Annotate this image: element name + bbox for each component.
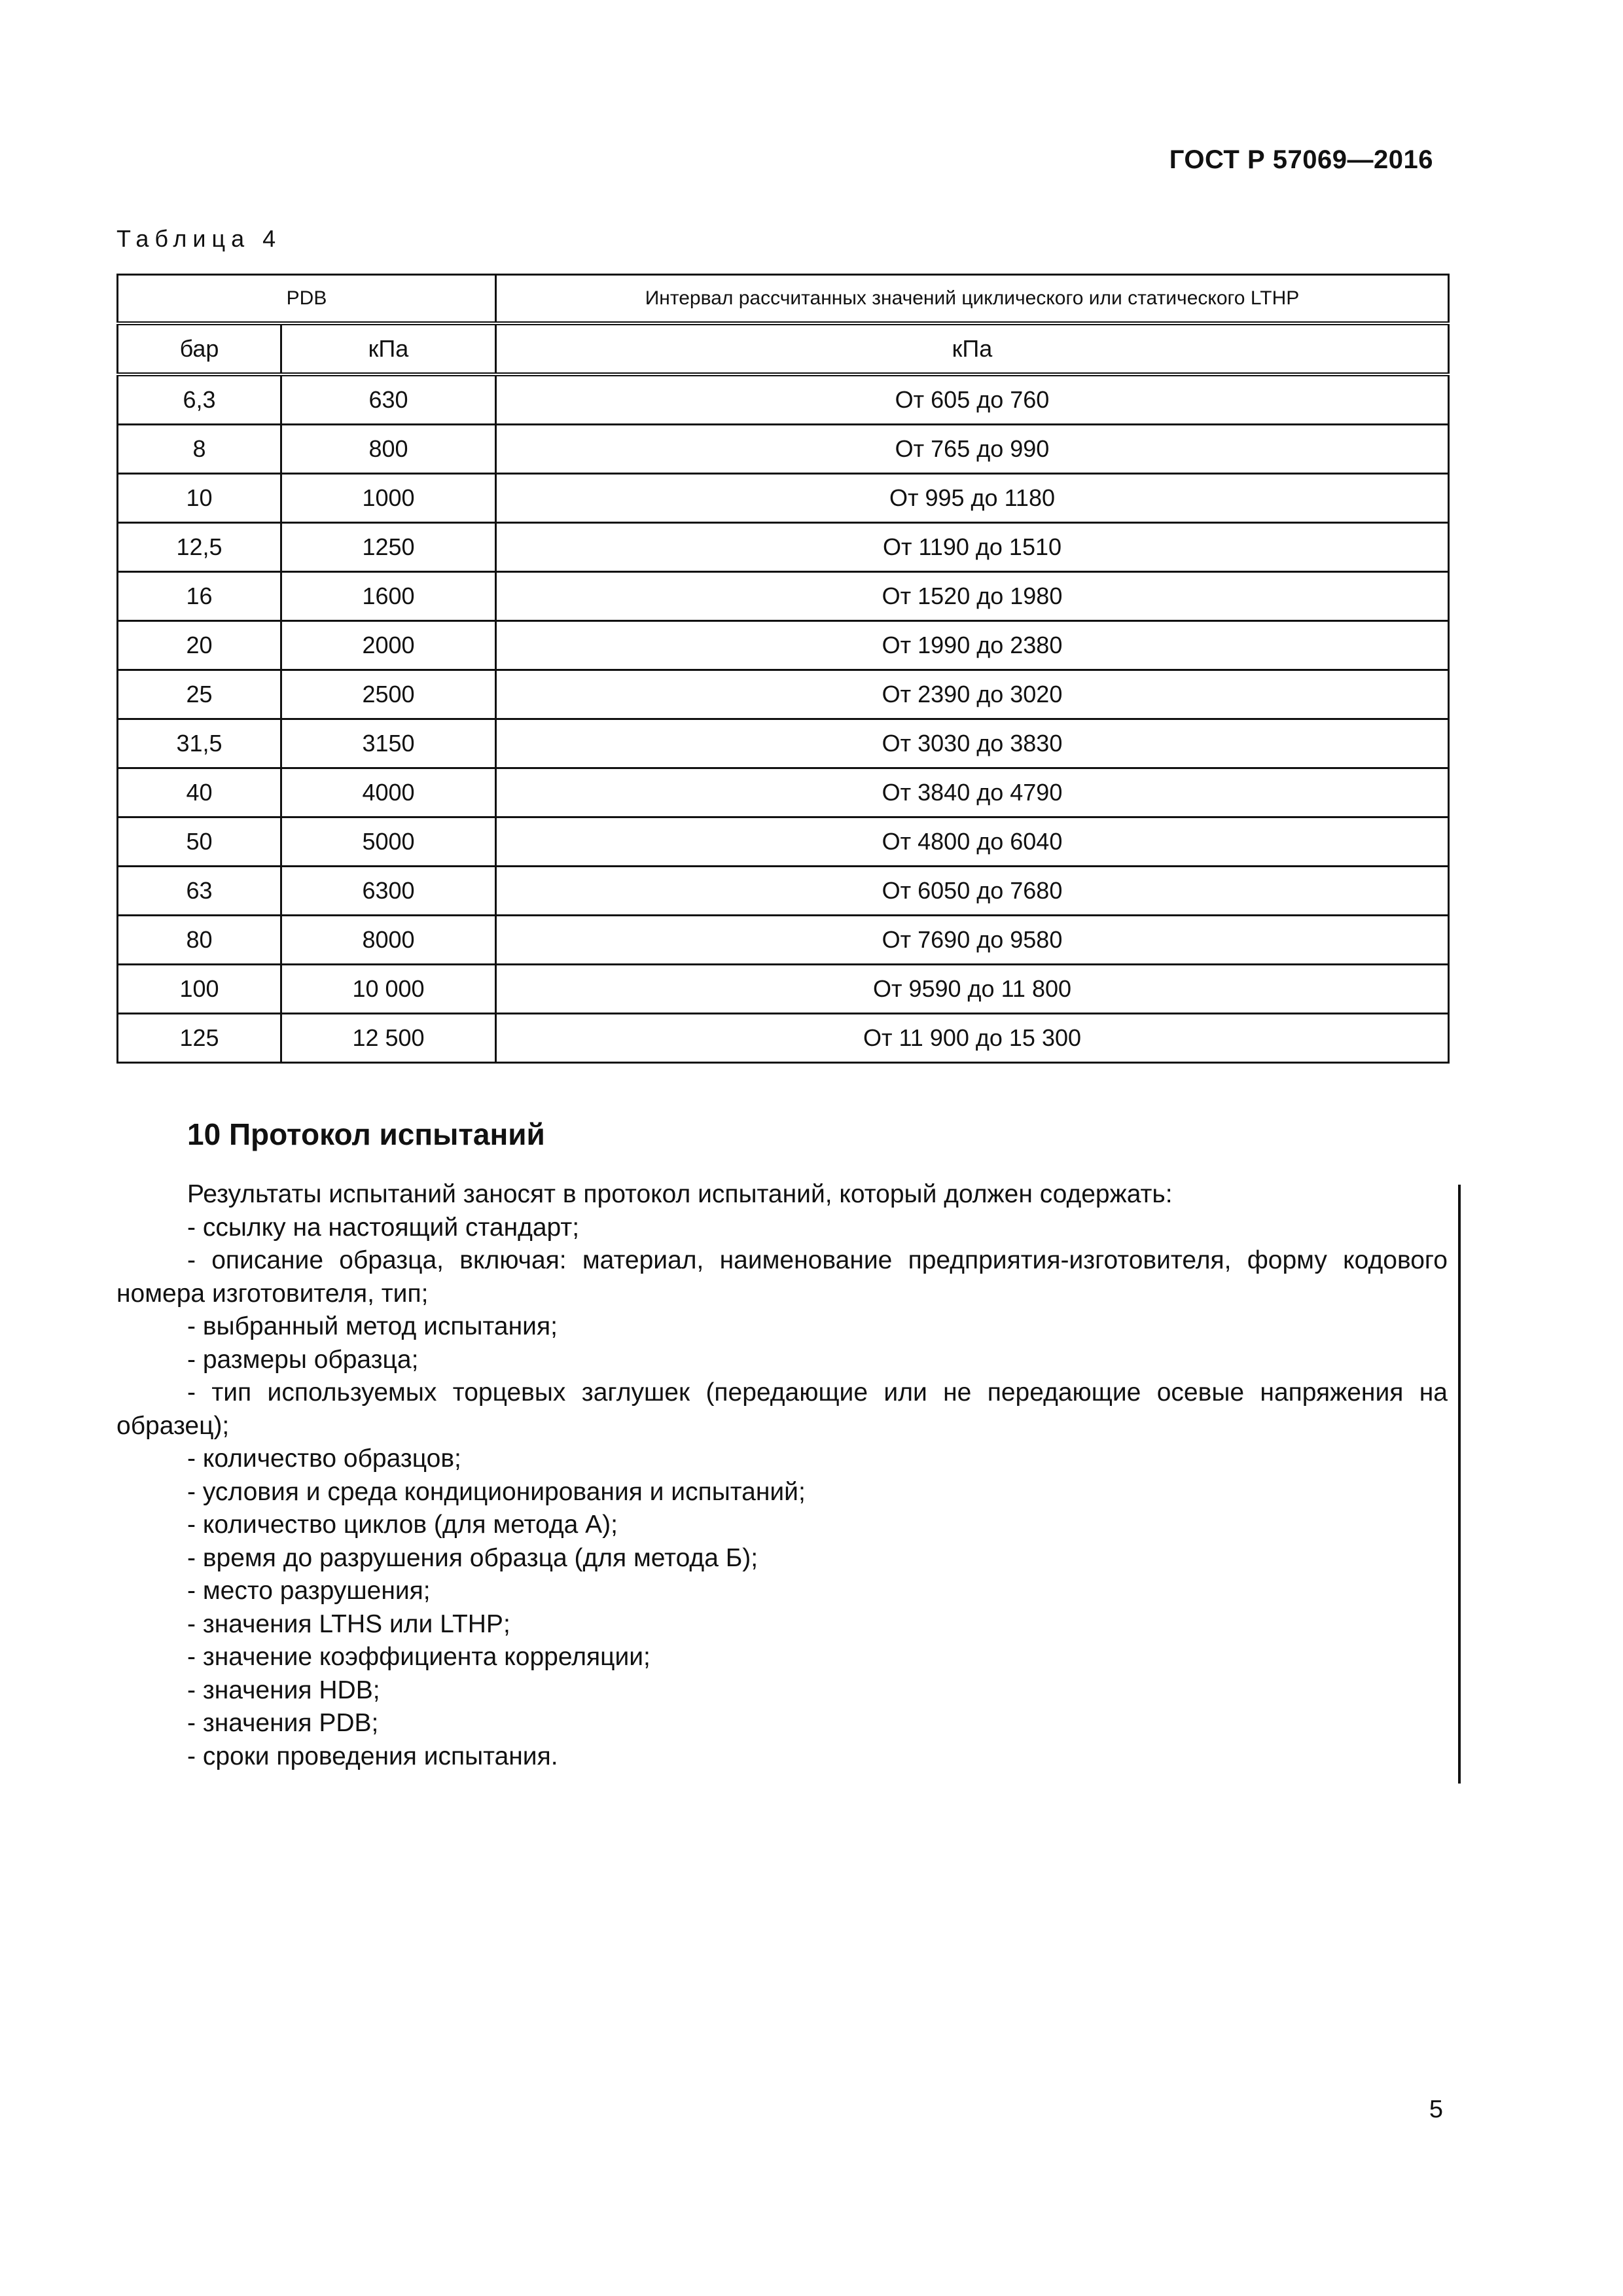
- cell-interval: От 9590 до 11 800: [496, 965, 1449, 1014]
- table-row: [118, 374, 1449, 425]
- revision-change-bar: [1458, 1185, 1461, 1784]
- table-row: [118, 817, 1449, 867]
- cell-bar: 12,5: [118, 523, 281, 572]
- cell-bar: 50: [118, 817, 281, 867]
- table-row: [118, 719, 1449, 768]
- cell-kpa: 630: [281, 374, 496, 425]
- cell-bar: 25: [118, 670, 281, 719]
- cell-kpa: 3150: [281, 719, 496, 768]
- cell-kpa: 1000: [281, 474, 496, 523]
- cell-kpa: 2500: [281, 670, 496, 719]
- list-item: - описание образца, включая: материал, наименование предприятия-изготовителя, форму кодового номера изготовителя, тип;: [116, 1246, 1448, 1308]
- pdb-table: [116, 274, 1450, 1064]
- cell-kpa: 12 500: [281, 1014, 496, 1063]
- cell-bar: 10: [118, 474, 281, 523]
- cell-bar: 40: [118, 768, 281, 817]
- cell-kpa: 1250: [281, 523, 496, 572]
- header-pdb: PDB: [118, 275, 496, 324]
- cell-interval: От 11 900 до 15 300: [496, 1014, 1449, 1063]
- cell-bar: 125: [118, 1014, 281, 1063]
- cell-kpa: 1600: [281, 572, 496, 621]
- cell-kpa: 2000: [281, 621, 496, 670]
- page-number: 5: [1429, 2096, 1443, 2123]
- cell-bar: 100: [118, 965, 281, 1014]
- cell-bar: 6,3: [118, 374, 281, 425]
- list-item: - условия и среда кондиционирования и испытаний;: [187, 1477, 806, 1506]
- cell-interval: От 2390 до 3020: [496, 670, 1449, 719]
- table-row: [118, 572, 1449, 621]
- table-units-row: [118, 323, 1449, 374]
- cell-bar: 16: [118, 572, 281, 621]
- table-row: [118, 1014, 1449, 1063]
- cell-interval: От 1190 до 1510: [496, 523, 1449, 572]
- header-interval: Интервал рассчитанных значений циклического или статического LTHP: [496, 275, 1449, 324]
- list-item: - ссылку на настоящий стандарт;: [187, 1213, 580, 1242]
- cell-interval: От 995 до 1180: [496, 474, 1449, 523]
- table-row: [118, 474, 1449, 523]
- table-caption: Таблица 4: [116, 225, 282, 252]
- table-row: [118, 965, 1449, 1014]
- table-row: [118, 867, 1449, 916]
- table-header-row: [118, 275, 1449, 324]
- table-row: [118, 523, 1449, 572]
- cell-bar: 20: [118, 621, 281, 670]
- cell-kpa: 8000: [281, 916, 496, 965]
- section-body: [116, 1178, 1448, 1773]
- unit-bar: бар: [118, 323, 281, 374]
- list-item: - тип используемых торцевых заглушек (передающие или не передающие осевые напряжения на образец);: [116, 1378, 1448, 1440]
- table-row: [118, 670, 1449, 719]
- cell-interval: От 605 до 760: [496, 374, 1449, 425]
- list-item: - выбранный метод испытания;: [187, 1312, 558, 1340]
- cell-interval: От 1990 до 2380: [496, 621, 1449, 670]
- cell-interval: От 3030 до 3830: [496, 719, 1449, 768]
- cell-interval: От 7690 до 9580: [496, 916, 1449, 965]
- cell-bar: 31,5: [118, 719, 281, 768]
- table-row: [118, 425, 1449, 474]
- cell-kpa: 5000: [281, 817, 496, 867]
- cell-bar: 63: [118, 867, 281, 916]
- cell-kpa: 10 000: [281, 965, 496, 1014]
- cell-kpa: 800: [281, 425, 496, 474]
- cell-bar: 8: [118, 425, 281, 474]
- table-row: [118, 768, 1449, 817]
- section-intro: Результаты испытаний заносят в протокол испытаний, который должен содержать:: [187, 1180, 1173, 1208]
- unit-kpa: кПа: [281, 323, 496, 374]
- cell-kpa: 4000: [281, 768, 496, 817]
- list-item: - размеры образца;: [187, 1345, 419, 1374]
- list-item: - значения HDB;: [187, 1676, 380, 1704]
- list-item: - количество образцов;: [187, 1444, 461, 1473]
- cell-interval: От 765 до 990: [496, 425, 1449, 474]
- list-item: - значение коэффициента корреляции;: [187, 1643, 651, 1671]
- list-item: - сроки проведения испытания.: [187, 1742, 558, 1770]
- cell-bar: 80: [118, 916, 281, 965]
- section-title: 10 Протокол испытаний: [187, 1117, 545, 1151]
- table-row: [118, 621, 1449, 670]
- unit-interval-kpa: кПа: [496, 323, 1449, 374]
- list-item: - значения LTHS или LTHP;: [187, 1609, 510, 1638]
- list-item: - значения PDB;: [187, 1709, 379, 1737]
- list-item: - количество циклов (для метода А);: [187, 1511, 618, 1539]
- list-item: - время до разрушения образца (для метода Б);: [187, 1543, 758, 1572]
- cell-interval: От 6050 до 7680: [496, 867, 1449, 916]
- document-id: ГОСТ Р 57069—2016: [1169, 145, 1433, 174]
- cell-interval: От 3840 до 4790: [496, 768, 1449, 817]
- cell-interval: От 1520 до 1980: [496, 572, 1449, 621]
- list-item: - место разрушения;: [187, 1577, 431, 1605]
- cell-kpa: 6300: [281, 867, 496, 916]
- cell-interval: От 4800 до 6040: [496, 817, 1449, 867]
- table-row: [118, 916, 1449, 965]
